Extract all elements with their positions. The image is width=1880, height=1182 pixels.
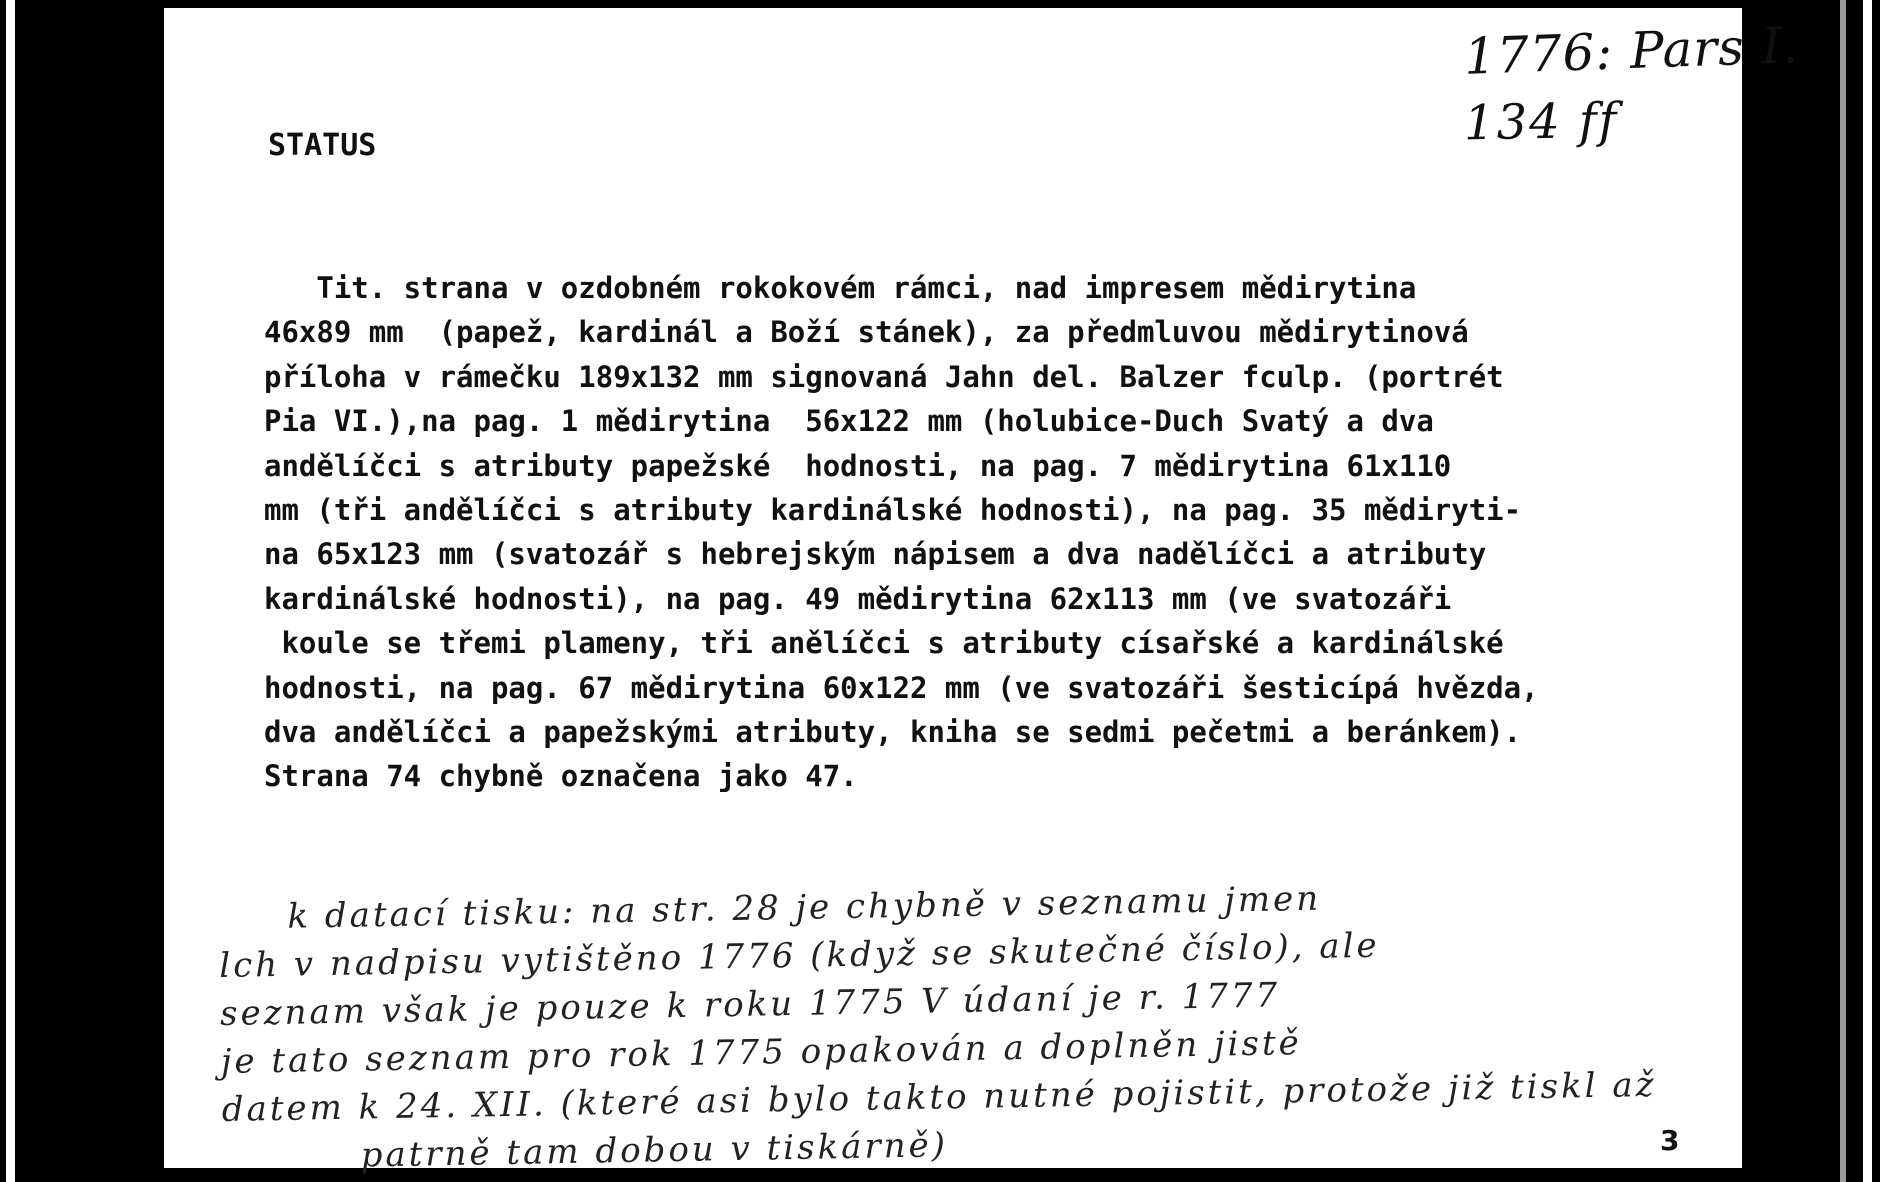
film-edge-right-inner — [1840, 0, 1846, 1182]
film-edge-right — [1863, 0, 1872, 1182]
catalog-card — [164, 8, 1801, 1178]
page-number: 3 — [1660, 1124, 1680, 1157]
film-edge-left — [6, 0, 15, 1182]
reference-line-1: 1776: Pars I. — [1463, 16, 1801, 86]
handwritten-note: k datací tisku: na str. 28 je chybně v seznamu jmen lch v nadpisu vytištěno 1776 (když se skutečné číslo), ale seznam však je pouze k roku 1775 V údaní je r. 1777 je tato seznam pro rok 1775 opakován a doplněn jistě datem k 24. XII. (které asi bylo takto nutné pojistit, protože již tiskl až patrně tam dobou v tiskárně) — [218, 878, 1657, 1178]
card-heading: STATUS — [268, 128, 377, 163]
typed-description: Tit. strana v ozdobném rokokovém rámci, nad impresem mědirytina 46x89 mm (papež, kardinál a Boží stánek), za předmluvou mědirytinová příloha v rámečku 189x132 mm signovaná Jahn del. Balzer fculp. (portrét Pia VI.),na pag. 1 mědirytina 56x122 mm (holubice-Duch Svatý a dva andělíčci s atributy papežské hodnosti, na pag. 7 mědirytina 61x110 mm (tři andělíčci s atributy kardinálské hodnosti), na pag. 35 mědiryti- na 65x123 mm (svatozář s hebrejským nápisem a dva nadělíčci a atributy kardinálské hodnosti), na pag. 49 mědirytina 62x113 mm (ve svatozáři koule se třemi plameny, tři anělíčci s atributy císařské a kardinálské hodnosti, na pag. 67 mědirytina 60x122 mm (ve svatozáři šesticípá hvězda, dva andělíčci a papežskými atributy, kniha se sedmi pečetmi a beránkem). Strana 74 chybně označena jako 47. — [264, 271, 1539, 794]
reference-line-2: 134 ff — [1463, 92, 1619, 152]
